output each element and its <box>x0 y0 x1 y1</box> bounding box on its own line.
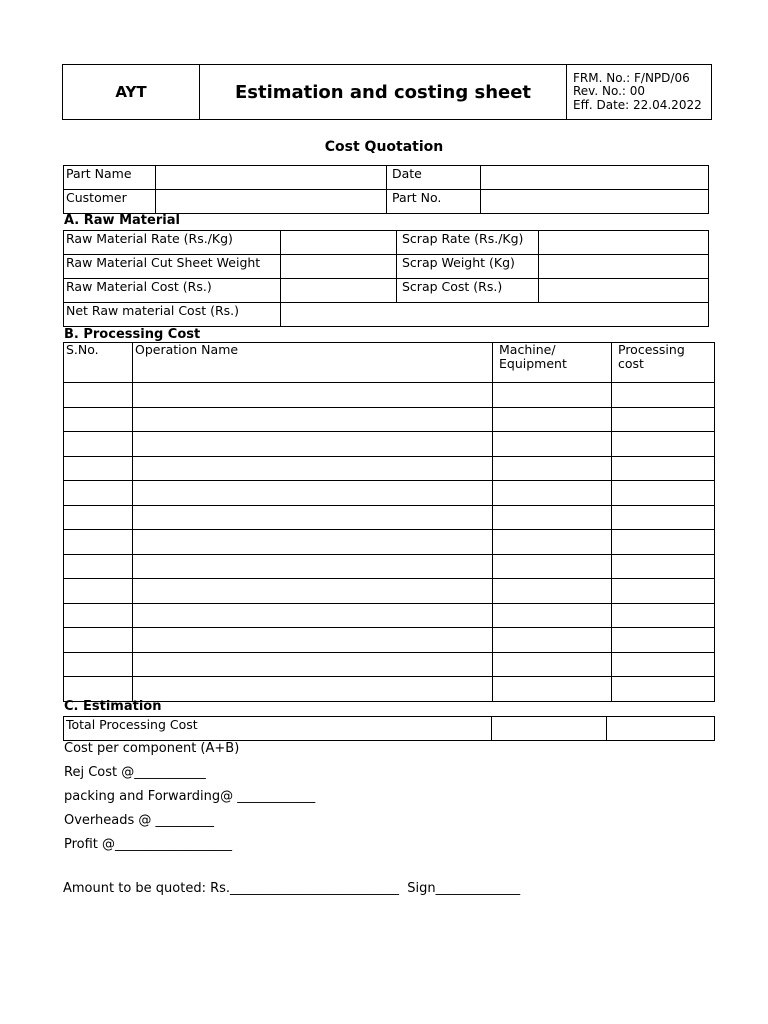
sno-cell[interactable] <box>64 383 133 408</box>
rej-cost[interactable]: Rej Cost @___________ <box>64 765 206 780</box>
processing-row <box>64 505 715 530</box>
cost-cell[interactable] <box>612 407 715 432</box>
operation-cell[interactable] <box>133 628 493 653</box>
cost-cell[interactable] <box>612 530 715 555</box>
scrap-cost-field[interactable] <box>539 279 709 303</box>
customer-label: Customer <box>64 190 156 214</box>
sno-cell[interactable] <box>64 579 133 604</box>
machine-cell[interactable] <box>493 432 612 457</box>
total-processing-field[interactable] <box>492 717 607 741</box>
col-machine: Machine/ Equipment <box>493 343 612 383</box>
rm-rate-label: Raw Material Rate (Rs./Kg) <box>64 231 281 255</box>
processing-row <box>64 481 715 506</box>
scrap-weight-field[interactable] <box>539 255 709 279</box>
rm-rate-field[interactable] <box>281 231 397 255</box>
scrap-weight-label: Scrap Weight (Kg) <box>397 255 539 279</box>
part-no-label: Part No. <box>387 190 481 214</box>
cost-per-component: Cost per component (A+B) <box>64 741 240 756</box>
processing-row <box>64 603 715 628</box>
processing-header-row <box>64 343 715 383</box>
form-meta <box>567 65 712 120</box>
cost-cell[interactable] <box>612 383 715 408</box>
processing-row <box>64 383 715 408</box>
processing-row <box>64 432 715 457</box>
operation-cell[interactable] <box>133 481 493 506</box>
sno-cell[interactable] <box>64 603 133 628</box>
sno-cell[interactable] <box>64 505 133 530</box>
cut-weight-label: Raw Material Cut Sheet Weight <box>64 255 281 279</box>
operation-cell[interactable] <box>133 383 493 408</box>
cost-cell[interactable] <box>612 505 715 530</box>
processing-row <box>64 677 715 702</box>
processing-row <box>64 407 715 432</box>
machine-cell[interactable] <box>493 579 612 604</box>
company-name: AYT <box>63 65 200 120</box>
net-rm-cost-label: Net Raw material Cost (Rs.) <box>64 303 281 327</box>
machine-cell[interactable] <box>493 652 612 677</box>
machine-cell[interactable] <box>493 628 612 653</box>
scrap-rate-field[interactable] <box>539 231 709 255</box>
processing-row <box>64 652 715 677</box>
machine-cell[interactable] <box>493 603 612 628</box>
raw-material-heading: A. Raw Material <box>64 213 180 228</box>
date-field[interactable] <box>481 166 709 190</box>
operation-cell[interactable] <box>133 554 493 579</box>
processing-row <box>64 628 715 653</box>
processing-row <box>64 554 715 579</box>
part-name-field[interactable] <box>156 166 387 190</box>
processing-row <box>64 579 715 604</box>
operation-cell[interactable] <box>133 579 493 604</box>
quotation-title: Cost Quotation <box>324 139 444 155</box>
cost-cell[interactable] <box>612 652 715 677</box>
part-info-table <box>63 165 709 214</box>
sno-cell[interactable] <box>64 628 133 653</box>
header-table <box>62 64 712 120</box>
sno-cell[interactable] <box>64 554 133 579</box>
sno-cell[interactable] <box>64 530 133 555</box>
net-rm-cost-field[interactable] <box>281 303 709 327</box>
cost-cell[interactable] <box>612 481 715 506</box>
col-processing-cost: Processing cost <box>612 343 715 383</box>
cost-cell[interactable] <box>612 603 715 628</box>
machine-cell[interactable] <box>493 677 612 702</box>
processing-table <box>63 342 715 702</box>
customer-field[interactable] <box>156 190 387 214</box>
cost-cell[interactable] <box>612 579 715 604</box>
machine-cell[interactable] <box>493 530 612 555</box>
sno-cell[interactable] <box>64 652 133 677</box>
part-name-label: Part Name <box>64 166 156 190</box>
raw-material-table <box>63 230 709 327</box>
sno-cell[interactable] <box>64 407 133 432</box>
operation-cell[interactable] <box>133 603 493 628</box>
machine-cell[interactable] <box>493 554 612 579</box>
operation-cell[interactable] <box>133 432 493 457</box>
total-processing-cost-field[interactable] <box>607 717 715 741</box>
sno-cell[interactable] <box>64 456 133 481</box>
rm-cost-field[interactable] <box>281 279 397 303</box>
scrap-rate-label: Scrap Rate (Rs./Kg) <box>397 231 539 255</box>
amount-to-be-quoted[interactable]: Amount to be quoted: Rs.__________________________ <box>63 881 400 896</box>
operation-cell[interactable] <box>133 652 493 677</box>
machine-cell[interactable] <box>493 407 612 432</box>
sign-field[interactable]: Sign_____________ <box>407 881 521 896</box>
operation-cell[interactable] <box>133 456 493 481</box>
form-number: FRM. No.: F/NPD/06 <box>573 70 690 85</box>
sno-cell[interactable] <box>64 677 133 702</box>
processing-rows <box>64 383 715 702</box>
machine-cell[interactable] <box>493 481 612 506</box>
col-operation: Operation Name <box>133 343 493 383</box>
cost-cell[interactable] <box>612 456 715 481</box>
cut-weight-field[interactable] <box>281 255 397 279</box>
overheads[interactable]: Overheads @ _________ <box>64 813 215 828</box>
effective-date: Eff. Date: 22.04.2022 <box>573 97 702 112</box>
scrap-cost-label: Scrap Cost (Rs.) <box>397 279 539 303</box>
operation-cell[interactable] <box>133 505 493 530</box>
page-title: Estimation and costing sheet <box>200 65 567 120</box>
machine-cell[interactable] <box>493 505 612 530</box>
revision-number: Rev. No.: 00 <box>573 84 646 99</box>
machine-cell[interactable] <box>493 383 612 408</box>
packing-forwarding[interactable]: packing and Forwarding@ ____________ <box>64 789 316 804</box>
operation-cell[interactable] <box>133 407 493 432</box>
cost-cell[interactable] <box>612 432 715 457</box>
part-no-field[interactable] <box>481 190 709 214</box>
processing-heading: B. Processing Cost <box>64 327 201 342</box>
estimation-table <box>63 716 715 741</box>
sno-cell[interactable] <box>64 481 133 506</box>
col-sno: S.No. <box>64 343 133 383</box>
operation-cell[interactable] <box>133 677 493 702</box>
estimation-heading: C. Estimation <box>64 699 162 714</box>
rm-cost-label: Raw Material Cost (Rs.) <box>64 279 281 303</box>
footer-line <box>63 881 520 896</box>
cost-cell[interactable] <box>612 554 715 579</box>
machine-cell[interactable] <box>493 456 612 481</box>
total-processing-label: Total Processing Cost <box>64 717 492 741</box>
operation-cell[interactable] <box>133 530 493 555</box>
processing-row <box>64 456 715 481</box>
processing-row <box>64 530 715 555</box>
cost-cell[interactable] <box>612 677 715 702</box>
date-label: Date <box>387 166 481 190</box>
sno-cell[interactable] <box>64 432 133 457</box>
cost-cell[interactable] <box>612 628 715 653</box>
profit[interactable]: Profit @__________________ <box>64 837 233 852</box>
